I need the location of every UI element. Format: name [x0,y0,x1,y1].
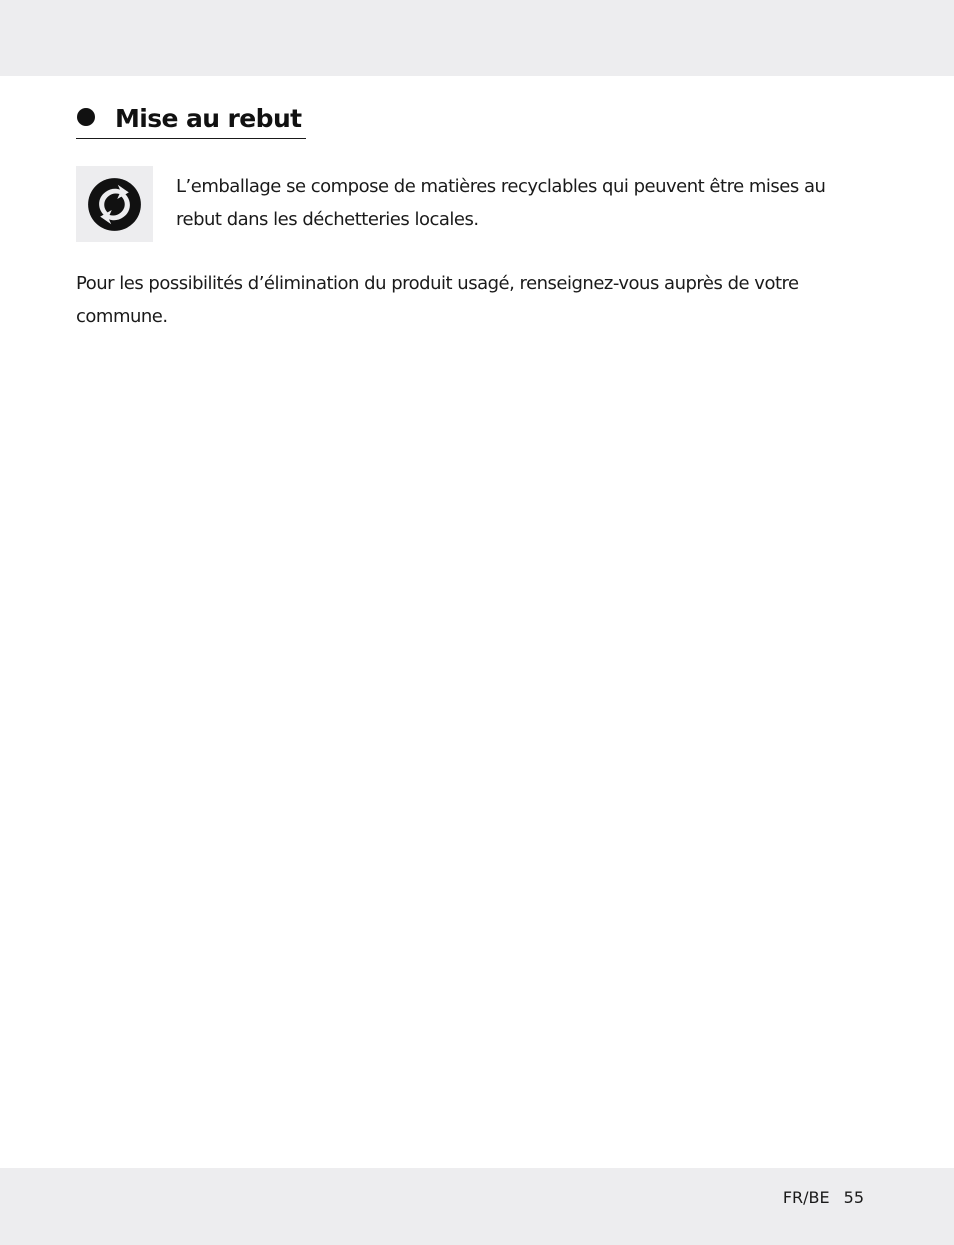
disposal-paragraph: Pour les possibilités d’élimination du produit usagé, renseignez-vous auprès de votre commune. [76,273,799,327]
green-dot-recycling-icon [87,177,142,232]
recycling-paragraph: L’emballage se compose de matières recyclables qui peuvent être mises au rebut dans les déchetteries locales. [176,176,826,230]
section-title: Mise au rebut [115,104,302,133]
footer-locale: FR/BE [782,1188,830,1207]
page-number: 55 [843,1188,864,1207]
header-band [0,0,954,76]
section-heading [76,100,306,139]
bullet-icon [77,108,95,126]
recycling-icon-box [76,166,153,242]
page-footer [783,1184,864,1212]
